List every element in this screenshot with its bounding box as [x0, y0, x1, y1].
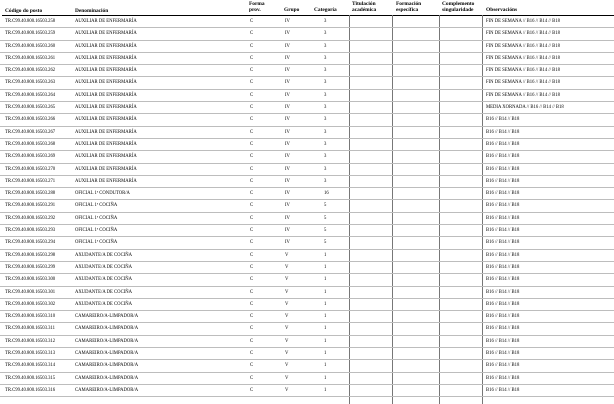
cell-codigo: TR.C99.40.800.16503.312 — [5, 338, 56, 344]
cell-denominacion: AUXILIAR DE ENFERMARÍA — [75, 105, 137, 111]
cell-observacions: B16 // B14 // B18 — [486, 141, 520, 147]
cell-denominacion: AUXILIAR DE ENFERMARÍA — [75, 166, 137, 172]
header-grupo: Grupo — [284, 7, 300, 13]
cell-codigo: TR.C99.40.800.16503.259 — [5, 31, 56, 37]
cell-codigo: TR.C99.40.800.16503.292 — [5, 215, 56, 221]
cell-grupo: IV — [285, 80, 290, 86]
cell-categoria: 5 — [324, 215, 327, 221]
header-categoria: Categoría — [314, 7, 337, 13]
table-row — [0, 237, 614, 249]
cell-denominacion: AXUDANTE/A DE COCIÑA — [75, 301, 133, 307]
table-row — [0, 287, 614, 299]
cell-categoria: 1 — [324, 326, 327, 332]
cell-observacions: B16 // B14 // B18 — [486, 264, 520, 270]
cell-codigo: TR.C99.40.800.16503.264 — [5, 92, 56, 98]
cell-grupo: IV — [285, 31, 290, 37]
cell-observacions: FIN DE SEMANA // B16 // B14 // B18 — [486, 68, 560, 74]
cell-observacions: FIN DE SEMANA // B16 // B14 // B18 — [486, 92, 560, 98]
cell-denominacion: AUXILIAR DE ENFERMARÍA — [75, 43, 137, 49]
cell-denominacion: OFICIAL 1ª COCIÑA — [75, 203, 118, 209]
table-row — [0, 114, 614, 126]
table-row — [0, 127, 614, 139]
cell-forma-prov: C — [250, 277, 254, 283]
cell-grupo: V — [285, 387, 289, 393]
cell-grupo: IV — [285, 166, 290, 172]
cell-observacions: B16 // B14 // B18 — [486, 375, 520, 381]
cell-observacions: MEDIA XORNADA // B16 // B14 // B18 — [486, 105, 564, 111]
table-row — [0, 65, 614, 77]
cell-codigo: TR.C99.40.800.16503.260 — [5, 43, 56, 49]
cell-codigo: TR.C99.40.800.16503.302 — [5, 301, 56, 307]
cell-codigo: TR.C99.40.800.16503.261 — [5, 55, 56, 61]
cell-categoria: 3 — [324, 166, 327, 172]
cell-observacions: B16 // B14 // B18 — [486, 338, 520, 344]
cell-grupo: V — [285, 289, 289, 295]
table-row — [0, 336, 614, 348]
cell-categoria: 1 — [324, 277, 327, 283]
cell-forma-prov: C — [250, 289, 254, 295]
cell-categoria: 3 — [324, 117, 327, 123]
cell-codigo: TR.C99.40.800.16503.311 — [5, 326, 55, 332]
cell-categoria: 1 — [324, 301, 327, 307]
cell-denominacion: CAMAREIRO/A-LIMPADOR/A — [75, 338, 139, 344]
cell-grupo: V — [285, 375, 289, 381]
table-row — [0, 348, 614, 360]
cell-categoria: 3 — [324, 154, 327, 160]
cell-forma-prov: C — [250, 117, 254, 123]
cell-observacions: B16 // B14 // B18 — [486, 252, 520, 258]
cell-observacions: B16 // B14 // B18 — [486, 191, 520, 197]
cell-grupo: IV — [285, 68, 290, 74]
cell-categoria: 1 — [324, 252, 327, 258]
cell-grupo: IV — [285, 215, 290, 221]
cell-categoria: 1 — [324, 338, 327, 344]
cell-grupo: IV — [285, 141, 290, 147]
cell-observacions: B16 // B14 // B18 — [486, 166, 520, 172]
cell-observacions: B16 // B14 // B18 — [486, 277, 520, 283]
cell-grupo: IV — [285, 55, 290, 61]
cell-codigo: TR.C99.40.800.16503.263 — [5, 80, 56, 86]
cell-grupo: V — [285, 338, 289, 344]
cell-forma-prov: C — [250, 68, 254, 74]
cell-categoria: 3 — [324, 105, 327, 111]
table-row — [0, 102, 614, 114]
cell-denominacion: CAMAREIRO/A-LIMPADOR/A — [75, 314, 139, 320]
cell-categoria: 1 — [324, 351, 327, 357]
table-row — [0, 311, 614, 323]
cell-codigo: TR.C99.40.800.16503.315 — [5, 375, 56, 381]
cell-grupo: V — [285, 363, 289, 369]
cell-codigo: TR.C99.40.800.16503.269 — [5, 154, 56, 160]
cell-observacions: FIN DE SEMANA // B16 // B14 // B18 — [486, 43, 560, 49]
cell-categoria: 3 — [324, 178, 327, 184]
cell-forma-prov: C — [250, 375, 254, 381]
cell-denominacion: AXUDANTE/A DE COCIÑA — [75, 277, 133, 283]
cell-observacions: B16 // B14 // B18 — [486, 129, 520, 135]
table-row — [0, 28, 614, 40]
cell-denominacion: AUXILIAR DE ENFERMARÍA — [75, 178, 137, 184]
table-row — [0, 360, 614, 372]
cell-categoria: 1 — [324, 264, 327, 270]
cell-observacions: B16 // B14 // B18 — [486, 154, 520, 160]
cell-categoria: 3 — [324, 68, 327, 74]
table-row — [0, 323, 614, 335]
table-row — [0, 200, 614, 212]
table-row — [0, 176, 614, 188]
cell-denominacion: CAMAREIRO/A-LIMPADOR/A — [75, 363, 139, 369]
cell-forma-prov: C — [250, 215, 254, 221]
cell-codigo: TR.C99.40.800.16503.293 — [5, 228, 56, 234]
cell-observacions: B16 // B14 // B18 — [486, 387, 520, 393]
cell-categoria: 5 — [324, 203, 327, 209]
header-observacions: Observacións — [486, 7, 518, 13]
cell-codigo: TR.C99.40.800.16503.294 — [5, 240, 56, 246]
cell-denominacion: AUXILIAR DE ENFERMARÍA — [75, 19, 137, 24]
table-row — [0, 139, 614, 151]
cell-categoria: 3 — [324, 31, 327, 37]
cell-categoria: 16 — [324, 191, 329, 197]
cell-codigo: TR.C99.40.800.16503.310 — [5, 314, 56, 320]
cell-forma-prov: C — [250, 92, 254, 98]
cell-denominacion: AUXILIAR DE ENFERMARÍA — [75, 68, 137, 74]
table-row — [0, 53, 614, 65]
cell-forma-prov: C — [250, 240, 254, 246]
cell-denominacion: OFICIAL 1ª COCIÑA — [75, 228, 118, 234]
cell-grupo: V — [285, 314, 289, 320]
cell-forma-prov: C — [250, 166, 254, 172]
cell-forma-prov: C — [250, 387, 254, 393]
cell-codigo: TR.C99.40.800.16503.299 — [5, 264, 56, 270]
table-row — [0, 274, 614, 286]
cell-categoria: 3 — [324, 92, 327, 98]
cell-denominacion: AUXILIAR DE ENFERMARÍA — [75, 31, 137, 37]
cell-codigo: TR.C99.40.800.16503.271 — [5, 178, 56, 184]
cell-categoria: 1 — [324, 375, 327, 381]
cell-observacions: FIN DE SEMANA // B16 // B14 // B18 — [486, 31, 560, 37]
cell-observacions: B16 // B14 // B18 — [486, 178, 520, 184]
cell-grupo: IV — [285, 92, 290, 98]
cell-codigo: TR.C99.40.800.16503.313 — [5, 351, 56, 357]
cell-denominacion: AUXILIAR DE ENFERMARÍA — [75, 141, 137, 147]
cell-forma-prov: C — [250, 105, 254, 111]
cell-denominacion: AXUDANTE/A DE COCIÑA — [75, 289, 133, 295]
cell-grupo: IV — [285, 240, 290, 246]
cell-forma-prov: C — [250, 80, 254, 86]
header-complemento: Complemento singularidade — [442, 1, 475, 13]
cell-forma-prov: C — [250, 129, 254, 135]
cell-observacions: B16 // B14 // B18 — [486, 117, 520, 123]
table-row — [0, 151, 614, 163]
cell-grupo: IV — [285, 105, 290, 111]
cell-grupo: IV — [285, 191, 290, 197]
cell-denominacion: AUXILIAR DE ENFERMARÍA — [75, 80, 137, 86]
cell-forma-prov: C — [250, 326, 254, 332]
cell-observacions: B16 // B14 // B18 — [486, 215, 520, 221]
cell-denominacion: AXUDANTE/A DE COCIÑA — [75, 264, 133, 270]
table-row — [0, 373, 614, 385]
cell-categoria: 1 — [324, 363, 327, 369]
cell-grupo: IV — [285, 117, 290, 123]
cell-grupo: V — [285, 326, 289, 332]
table-row — [0, 41, 614, 53]
header-denominacion: Denominación — [75, 8, 109, 14]
cell-categoria: 3 — [324, 55, 327, 61]
table-body — [0, 16, 614, 397]
cell-observacions: B16 // B14 // B18 — [486, 301, 520, 307]
table-header — [0, 0, 614, 16]
cell-denominacion: CAMAREIRO/A-LIMPADOR/A — [75, 387, 139, 393]
cell-denominacion: AUXILIAR DE ENFERMARÍA — [75, 55, 137, 61]
cell-denominacion: CAMAREIRO/A-LIMPADOR/A — [75, 326, 139, 332]
cell-denominacion: CAMAREIRO/A-LIMPADOR/A — [75, 351, 139, 357]
cell-categoria: 3 — [324, 129, 327, 135]
cell-codigo: TR.C99.40.800.16503.268 — [5, 141, 56, 147]
table-row — [0, 77, 614, 89]
cell-forma-prov: C — [250, 31, 254, 37]
cell-forma-prov: C — [250, 252, 254, 258]
cell-denominacion: OFICIAL 1ª CONDUTOR/A — [75, 191, 130, 197]
cell-observacions: B16 // B14 // B18 — [486, 351, 520, 357]
cell-codigo: TR.C99.40.800.16503.258 — [5, 19, 56, 24]
table-row — [0, 385, 614, 397]
cell-codigo: TR.C99.40.800.16503.300 — [5, 277, 56, 283]
cell-denominacion: OFICIAL 1ª COCIÑA — [75, 215, 118, 221]
cell-observacions: FIN DE SEMANA // B16 // B14 // B18 — [486, 80, 560, 86]
header-codigo: Código do posto — [5, 8, 43, 14]
cell-forma-prov: C — [250, 141, 254, 147]
cell-forma-prov: C — [250, 154, 254, 160]
cell-forma-prov: C — [250, 301, 254, 307]
cell-codigo: TR.C99.40.800.16503.266 — [5, 117, 56, 123]
cell-forma-prov: C — [250, 351, 254, 357]
cell-categoria: 5 — [324, 240, 327, 246]
cell-observacions: B16 // B14 // B18 — [486, 203, 520, 209]
cell-forma-prov: C — [250, 19, 254, 24]
cell-observacions: B16 // B14 // B18 — [486, 326, 520, 332]
cell-observacions: B16 // B14 // B18 — [486, 228, 520, 234]
cell-categoria: 5 — [324, 228, 327, 234]
cell-denominacion: OFICIAL 1ª COCIÑA — [75, 240, 118, 246]
cell-denominacion: CAMAREIRO/A-LIMPADOR/A — [75, 375, 139, 381]
cell-forma-prov: C — [250, 314, 254, 320]
cell-codigo: TR.C99.40.800.16503.301 — [5, 289, 56, 295]
cell-forma-prov: C — [250, 228, 254, 234]
table-row — [0, 90, 614, 102]
cell-grupo: V — [285, 264, 289, 270]
cell-codigo: TR.C99.40.800.16503.270 — [5, 166, 56, 172]
cell-codigo: TR.C99.40.800.16503.262 — [5, 68, 56, 74]
cell-grupo: IV — [285, 43, 290, 49]
cell-grupo: V — [285, 351, 289, 357]
cell-codigo: TR.C99.40.800.16503.288 — [5, 191, 56, 197]
header-forma-prov: Forma prov. — [249, 1, 265, 13]
cell-observacions: B16 // B14 // B18 — [486, 363, 520, 369]
cell-denominacion: AUXILIAR DE ENFERMARÍA — [75, 154, 137, 160]
cell-categoria: 3 — [324, 141, 327, 147]
header-formacion: Formación específica — [396, 1, 422, 13]
cell-forma-prov: C — [250, 203, 254, 209]
cell-forma-prov: C — [250, 43, 254, 49]
cell-categoria: 3 — [324, 80, 327, 86]
cell-forma-prov: C — [250, 363, 254, 369]
cell-categoria: 3 — [324, 19, 327, 24]
table-row — [0, 250, 614, 262]
cell-observacions: B16 // B14 // B18 — [486, 314, 520, 320]
table-row — [0, 299, 614, 311]
cell-grupo: V — [285, 277, 289, 283]
cell-denominacion: AUXILIAR DE ENFERMARÍA — [75, 92, 137, 98]
cell-codigo: TR.C99.40.800.16503.314 — [5, 363, 56, 369]
cell-denominacion: AUXILIAR DE ENFERMARÍA — [75, 117, 137, 123]
cell-grupo: V — [285, 252, 289, 258]
cell-grupo: V — [285, 301, 289, 307]
cell-observacions: FIN DE SEMANA // B16 // B14 // B18 — [486, 19, 560, 24]
cell-forma-prov: C — [250, 338, 254, 344]
cell-codigo: TR.C99.40.800.16503.267 — [5, 129, 56, 135]
cell-observacions: B16 // B14 // B18 — [486, 289, 520, 295]
table-row — [0, 225, 614, 237]
cell-observacions: B16 // B14 // B18 — [486, 240, 520, 246]
cell-forma-prov: C — [250, 191, 254, 197]
cell-denominacion: AUXILIAR DE ENFERMARÍA — [75, 129, 137, 135]
cell-categoria: 1 — [324, 314, 327, 320]
cell-codigo: TR.C99.40.800.16503.316 — [5, 387, 56, 393]
cell-observacions: FIN DE SEMANA // B16 // B14 // B18 — [486, 55, 560, 61]
cell-grupo: IV — [285, 154, 290, 160]
cell-grupo: IV — [285, 203, 290, 209]
cell-categoria: 1 — [324, 387, 327, 393]
table-row — [0, 188, 614, 200]
table-row — [0, 16, 614, 28]
cell-grupo: IV — [285, 129, 290, 135]
cell-grupo: IV — [285, 228, 290, 234]
cell-codigo: TR.C99.40.800.16503.298 — [5, 252, 56, 258]
table-row — [0, 164, 614, 176]
header-titulacion: Titulación académica — [352, 1, 377, 13]
cell-denominacion: AXUDANTE/A DE COCIÑA — [75, 252, 133, 258]
cell-codigo: TR.C99.40.800.16503.291 — [5, 203, 56, 209]
cell-categoria: 1 — [324, 289, 327, 295]
cell-forma-prov: C — [250, 178, 254, 184]
table-row — [0, 262, 614, 274]
cell-forma-prov: C — [250, 55, 254, 61]
cell-codigo: TR.C99.40.800.16503.265 — [5, 105, 56, 111]
cell-forma-prov: C — [250, 264, 254, 270]
table-row — [0, 213, 614, 225]
cell-grupo: IV — [285, 178, 290, 184]
cell-categoria: 3 — [324, 43, 327, 49]
cell-grupo: IV — [285, 19, 290, 24]
